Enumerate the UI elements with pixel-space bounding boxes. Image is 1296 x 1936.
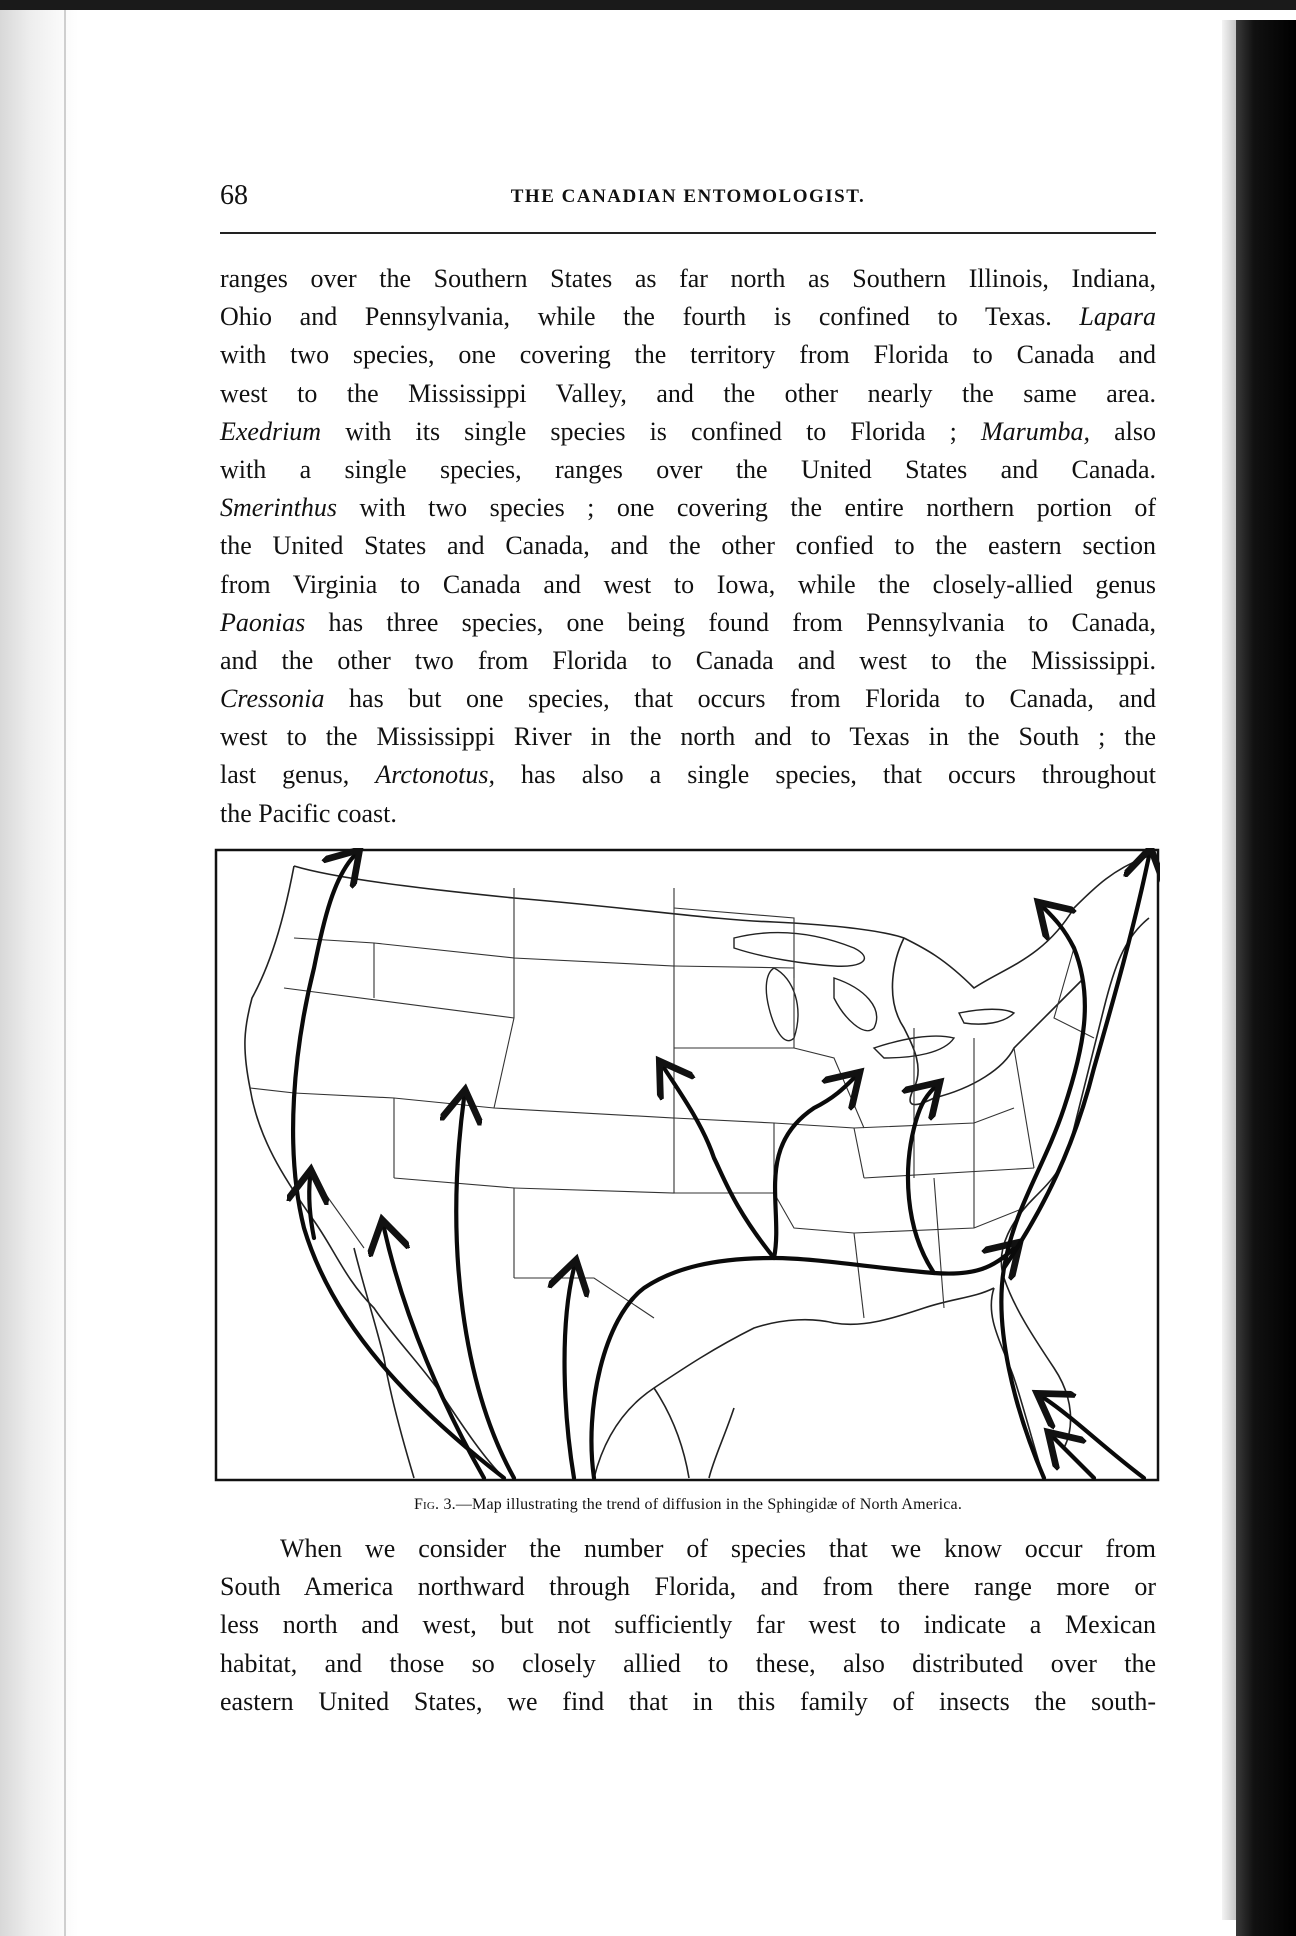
genus-name: Smerinthus — [220, 493, 337, 523]
text-line: eastern United States, we find that in this family of insects the south- — [220, 1686, 1156, 1716]
text-line: with two species, one covering the territory from Florida to Canada and — [220, 340, 1156, 370]
journal-title: THE CANADIAN ENTOMOLOGIST. — [510, 186, 866, 207]
figure-caption — [220, 1496, 1156, 1514]
text-line: Cressonia has but one species, that occurs from Florida to Canada, and — [220, 684, 1156, 714]
text-line: less north and west, but not sufficiently far west to indicate a Mexican — [220, 1610, 1156, 1640]
genus-name: Arctonotus, — [375, 760, 495, 790]
genus-name: Exedrium — [220, 416, 322, 446]
scan-top-edge — [0, 0, 1296, 10]
text-line: When we consider the number of species that we know occur from — [280, 1534, 1156, 1563]
genus-name: Lapara — [1079, 302, 1156, 332]
text-line: the Pacific coast. — [220, 798, 397, 828]
genus-name: Paonias — [220, 607, 306, 637]
paragraph-1 — [220, 260, 1156, 833]
genus-name: Marumba, — [980, 416, 1090, 446]
book-page — [220, 150, 1156, 1730]
text-line: Exedrium with its single species is confined to Florida ; Marumba, also — [220, 416, 1156, 446]
diffusion-map-figure — [214, 848, 1162, 1482]
page-number: 68 — [220, 180, 248, 211]
north-america-map — [214, 848, 1160, 1482]
figure-label: Fig. 3. — [413, 1496, 456, 1513]
scan-right-shadow — [1236, 20, 1296, 1936]
text-line: west to the Mississippi Valley, and the other nearly the same area. — [220, 378, 1156, 408]
text-line: and the other two from Florida to Canada and west to the Mississippi. — [220, 645, 1156, 675]
header-rule — [220, 232, 1156, 234]
text-line: Paonias has three species, one being found from Pennsylvania to Canada, — [220, 607, 1156, 637]
text-line: with a single species, ranges over the United States and Canada. — [220, 454, 1156, 484]
running-header — [220, 180, 1156, 220]
text-line: Smerinthus with two species ; one covering the entire northern portion of — [220, 493, 1156, 523]
caption-text: —Map illustrating the trend of diffusion in the Sphingidæ of North America. — [455, 1496, 963, 1513]
text-line: last genus, Arctonotus, has also a single species, that occurs throughout — [220, 760, 1156, 790]
text-line: ranges over the Southern States as far north as Southern Illinois, Indiana, — [220, 264, 1156, 293]
book-gutter — [0, 0, 78, 1936]
genus-name: Cressonia — [220, 684, 325, 714]
paragraph-2 — [220, 1530, 1156, 1721]
text-line: Ohio and Pennsylvania, while the fourth is confined to Texas. Lapara — [220, 302, 1156, 332]
text-line: habitat, and those so closely allied to these, also distributed over the — [220, 1648, 1156, 1678]
text-line: the United States and Canada, and the other confied to the eastern section — [220, 531, 1156, 561]
text-line: west to the Mississippi River in the north and to Texas in the South ; the — [220, 722, 1156, 752]
text-line: South America northward through Florida, and from there range more or — [220, 1572, 1156, 1602]
text-line: from Virginia to Canada and west to Iowa, while the closely-allied genus — [220, 569, 1156, 599]
